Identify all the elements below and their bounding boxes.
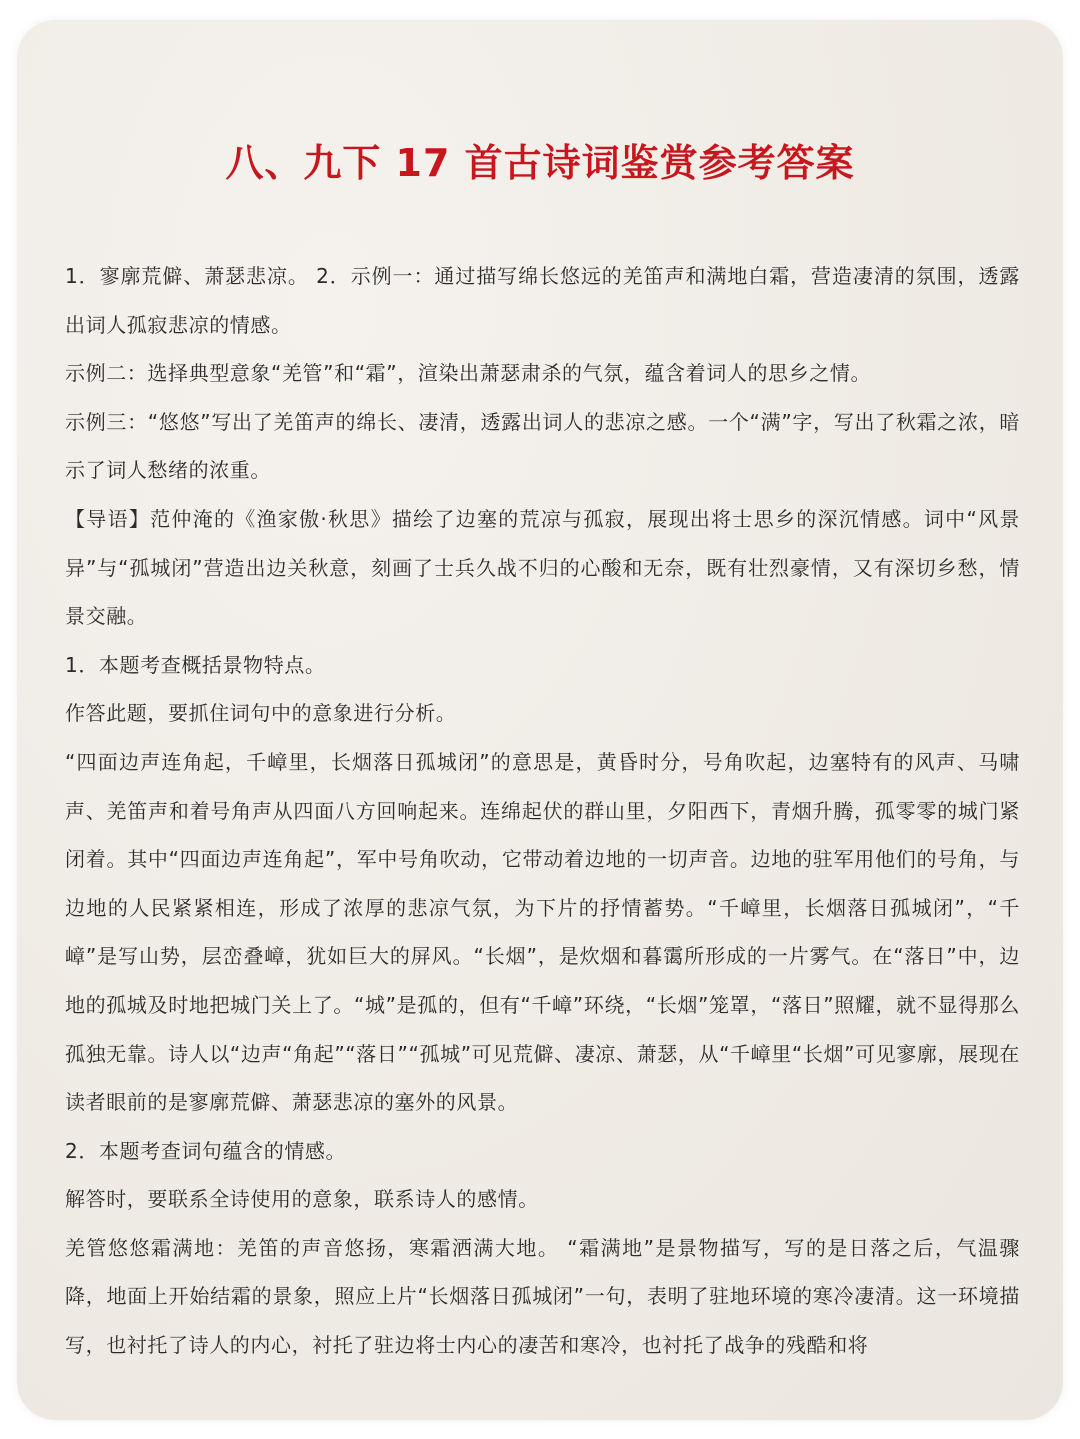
- paragraph-q1-heading: 1．本题考查概括景物特点。: [65, 652, 326, 677]
- paragraph-q2-analysis: 羌管悠悠霜满地：羌笛的声音悠扬，寒霜洒满大地。 “霜满地”是景物描写，写的是日落之后，气温骤降，地面上开始结霜的景象，照应上片“长烟落日孤城闭”一句，表明了驻地环境的寒冷凄清。这一环境描写，也衬托了诗人的内心，衬托了驻边将士内心的凄苦和寒冷，也衬托了战争的残酷和将: [65, 1235, 1020, 1358]
- paragraph-q1-method: 作答此题，要抓住词句中的意象进行分析。: [65, 701, 457, 726]
- paragraph-q2-heading: 2．本题考查词句蕴含的情感。: [65, 1138, 347, 1163]
- paragraph-q1-analysis: “四面边声连角起，千嶂里，长烟落日孤城闭”的意思是，黄昏时分，号角吹起，边塞特有的风声、马啸声、羌笛声和着号角声从四面八方回响起来。连绵起伏的群山里，夕阳西下，青烟升腾，孤零零的城门紧闭着。其中“四面边声连角起”，军中号角吹动，它带动着边地的一切声音。边地的驻军用他们的号角，与边地的人民紧紧相连，形成了浓厚的悲凉气氛，为下片的抒情蓄势。“千嶂里，长烟落日孤城闭”，“千嶂”是写山势，层峦叠嶂，犹如巨大的屏风。“长烟”，是炊烟和暮霭所形成的一片雾气。在“落日”中，边地的孤城及时地把城门关上了。“城”是孤的，但有“千嶂”环绕，“长烟”笼罩，“落日”照耀，就不显得那么孤独无靠。诗人以“边声“角起”“落日”“孤城”可见荒僻、凄凉、萧瑟，从“千嶂里“长烟”可见寥廓，展现在读者眼前的是寥廓荒僻、萧瑟悲凉的塞外的风景。: [65, 749, 1020, 1115]
- paragraph-intro: 【导语】范仲淹的《渔家傲·秋思》描绘了边塞的荒凉与孤寂，展现出将士思乡的深沉情感。词中“风景异”与“孤城闭”营造出边关秋意，刻画了士兵久战不归的心酸和无奈，既有壮烈豪情，又有深切乡愁，情景交融。: [65, 506, 1020, 629]
- paragraph-q2-method: 解答时，要联系全诗使用的意象，联系诗人的感情。: [65, 1187, 539, 1212]
- page-title: 八、九下 17 首古诗词鉴赏参考答案: [225, 141, 855, 185]
- paragraph-example-3: 示例三：“悠悠”写出了羌笛声的绵长、凄清，透露出词人的悲凉之感。一个“满”字，写出了秋霜之浓，暗示了词人愁绪的浓重。: [65, 409, 1020, 483]
- paragraph-example-2: 示例二：选择典型意象“羌管”和“霜”，渲染出萧瑟肃杀的气氛，蕴含着词人的思乡之情。: [65, 361, 872, 386]
- answer-body: [65, 252, 1020, 1370]
- document-page: [17, 20, 1063, 1420]
- paragraph-answer-1-2: 1．寥廓荒僻、萧瑟悲凉。 2．示例一：通过描写绵长悠远的羌笛声和满地白霜，营造凄清的氛围，透露出词人孤寂悲凉的情感。: [65, 264, 1020, 337]
